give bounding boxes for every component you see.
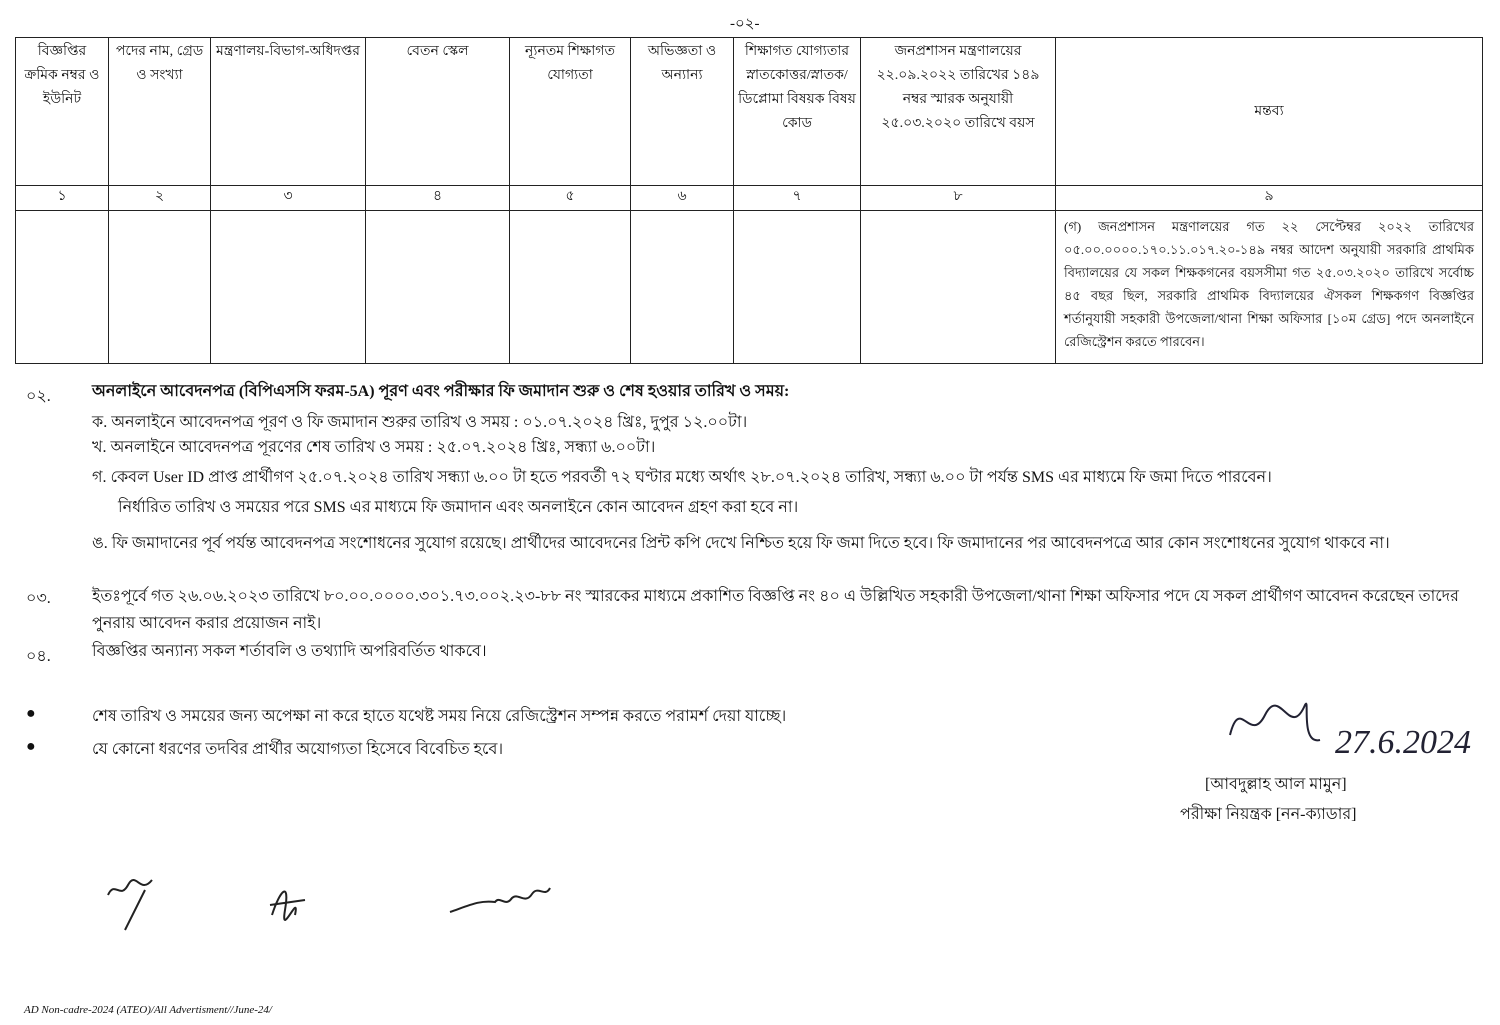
- table-header-row: [16, 38, 1483, 186]
- col-header: বেতন স্কেল: [366, 38, 510, 186]
- bullet-item: শেষ তারিখ ও সময়ের জন্য অপেক্ষা না করে হাতে যথেষ্ট সময় নিয়ে রেজিস্ট্রেশন সম্পন্ন করতে পরামর্শ দেয়া যাচ্ছে।: [92, 708, 787, 725]
- col-header: মন্তব্য: [1056, 38, 1483, 186]
- col-number: ১: [16, 186, 109, 211]
- section-number: ০৩.: [26, 590, 51, 607]
- col-header: জনপ্রশাসন মন্ত্রণালয়ের ২২.০৯.২০২২ তারিখের ১৪৯ নম্বর স্মারক অনুযায়ী ২৫.০৩.২০২০ তারিখে বয়স: [861, 38, 1056, 186]
- signature-image: [1210, 685, 1500, 765]
- section-number: ০২.: [26, 388, 51, 405]
- signatory-title: পরীক্ষা নিয়ন্ত্রক [নন-ক্যাডার]: [1180, 806, 1357, 823]
- col-number: ৫: [510, 186, 631, 211]
- col-header: পদের নাম, গ্রেড ও সংখ্যা: [109, 38, 211, 186]
- col-header: মন্ত্রণালয়-বিভাগ-অধিদপ্তর: [211, 38, 366, 186]
- posts-table: [15, 37, 1483, 364]
- col-number: ৩: [211, 186, 366, 211]
- signatory-name: [আবদুল্লাহ আল মামুন]: [1205, 776, 1347, 793]
- section-text: ইতঃপূর্বে গত ২৬.০৬.২০২৩ তারিখে ৮০.০০.০০০০.৩০১.৭৩.০০২.২৩-৮৮ নং স্মারকের মাধ্যমে প্রকাশিত বিজ্ঞপ্তি নং ৪০ এ উল্লিখিত সহকারী উপজেলা/থানা শিক্ষা অফিসার পদে যে সকল প্রার্থীগণ আবেদন করেছেন তাদের পুনরায় আবেদন করার প্রয়োজন নাই।: [92, 588, 1459, 632]
- column-number-row: [16, 186, 1483, 211]
- section-item: নির্ধারিত তারিখ ও সময়ের পরে SMS এর মাধ্যমে ফি জমাদান এবং অনলাইনে কোন আবেদন গ্রহণ করা হবে না।: [118, 499, 799, 516]
- footer-reference: AD Non-cadre-2024 (ATEO)/All Advertisment//June-24/: [24, 1004, 272, 1016]
- svg-text:27.6.2024: 27.6.2024: [1335, 724, 1471, 761]
- section-title: অনলাইনে আবেদনপত্র (বিপিএসসি ফরম-5A) পূরণ এবং পরীক্ষার ফি জমাদান শুরু ও শেষ হওয়ার তারিখ ও সময়:: [92, 383, 790, 400]
- bullet-item: যে কোনো ধরণের তদবির প্রার্থীর অযোগ্যতা হিসেবে বিবেচিত হবে।: [92, 741, 504, 758]
- section-number: ০৪.: [26, 648, 51, 665]
- section-item: ক. অনলাইনে আবেদনপত্র পূরণ ও ফি জমাদান শুরুর তারিখ ও সময় : ০১.০৭.২০২৪ খ্রিঃ, দুপুর ১২.০০টা।: [92, 414, 748, 431]
- col-number: ৭: [734, 186, 861, 211]
- col-number: ৬: [631, 186, 734, 211]
- page-number: -০২-: [730, 16, 760, 32]
- table-row: [16, 211, 1483, 364]
- remark-cell: (গ) জনপ্রশাসন মন্ত্রণালয়ের গত ২২ সেপ্টেম্বর ২০২২ তারিখের ০৫.০০.০০০০.১৭০.১১.০১৭.২০-১৪৯ নম্বর আদেশ অনুযায়ী সরকারি প্রাথমিক বিদ্যালয়ের যে সকল শিক্ষকগনের বয়সসীমা গত ২৫.০৩.২০২০ তারিখে সর্বোচ্চ ৪৫ বছর ছিল, সরকারি প্রাথমিক বিদ্যালয়ের ঐসকল শিক্ষকগণ বিজ্ঞপ্তির শর্তানুযায়ী সহকারী উপজেলা/থানা শিক্ষা অফিসার [১০ম গ্রেড] পদে অনলাইনে রেজিস্ট্রেশন করতে পারবেন।: [1056, 211, 1483, 364]
- col-header: বিজ্ঞপ্তির ক্রমিক নম্বর ও ইউনিট: [16, 38, 109, 186]
- bullet-icon: ●: [26, 738, 36, 755]
- col-number: ২: [109, 186, 211, 211]
- section-text: বিজ্ঞপ্তির অন্যান্য সকল শর্তাবলি ও তথ্যাদি অপরিবর্তিত থাকবে।: [92, 643, 487, 660]
- col-header: অভিজ্ঞতা ও অন্যান্য: [631, 38, 734, 186]
- section-item: ঙ. ফি জমাদানের পূর্ব পর্যন্ত আবেদনপত্র সংশোধনের সুযোগ রয়েছে। প্রার্থীদের আবেদনের প্রিন্ট কপি দেখে নিশ্চিত হয়ে ফি জমা দিতে হবে। ফি জমাদানের পর আবেদনপত্রে আর কোন সংশোধনের সুযোগ থাকবে না।: [92, 535, 1390, 552]
- col-header: ন্যূনতম শিক্ষাগত যোগ্যতা: [510, 38, 631, 186]
- bullet-icon: ●: [26, 705, 36, 722]
- col-header: শিক্ষাগত যোগ্যতার স্নাতকোত্তর/স্নাতক/ডিপ্লোমা বিষয়ক বিষয় কোড: [734, 38, 861, 186]
- col-number: ৮: [861, 186, 1056, 211]
- initials-signatures: [100, 870, 570, 940]
- section-item: খ. অনলাইনে আবেদনপত্র পূরণের শেষ তারিখ ও সময় : ২৫.০৭.২০২৪ খ্রিঃ, সন্ধ্যা ৬.০০টা।: [92, 439, 656, 456]
- section-item: গ. কেবল User ID প্রাপ্ত প্রার্থীগণ ২৫.০৭.২০২৪ তারিখ সন্ধ্যা ৬.০০ টা হতে পরবর্তী ৭২ ঘণ্টার মধ্যে অর্থাৎ ২৮.০৭.২০২৪ তারিখ, সন্ধ্যা ৬.০০ টা পর্যন্ত SMS এর মাধ্যমে ফি জমা দিতে পারবেন।: [92, 469, 1272, 486]
- col-number: ৪: [366, 186, 510, 211]
- col-number: ৯: [1056, 186, 1483, 211]
